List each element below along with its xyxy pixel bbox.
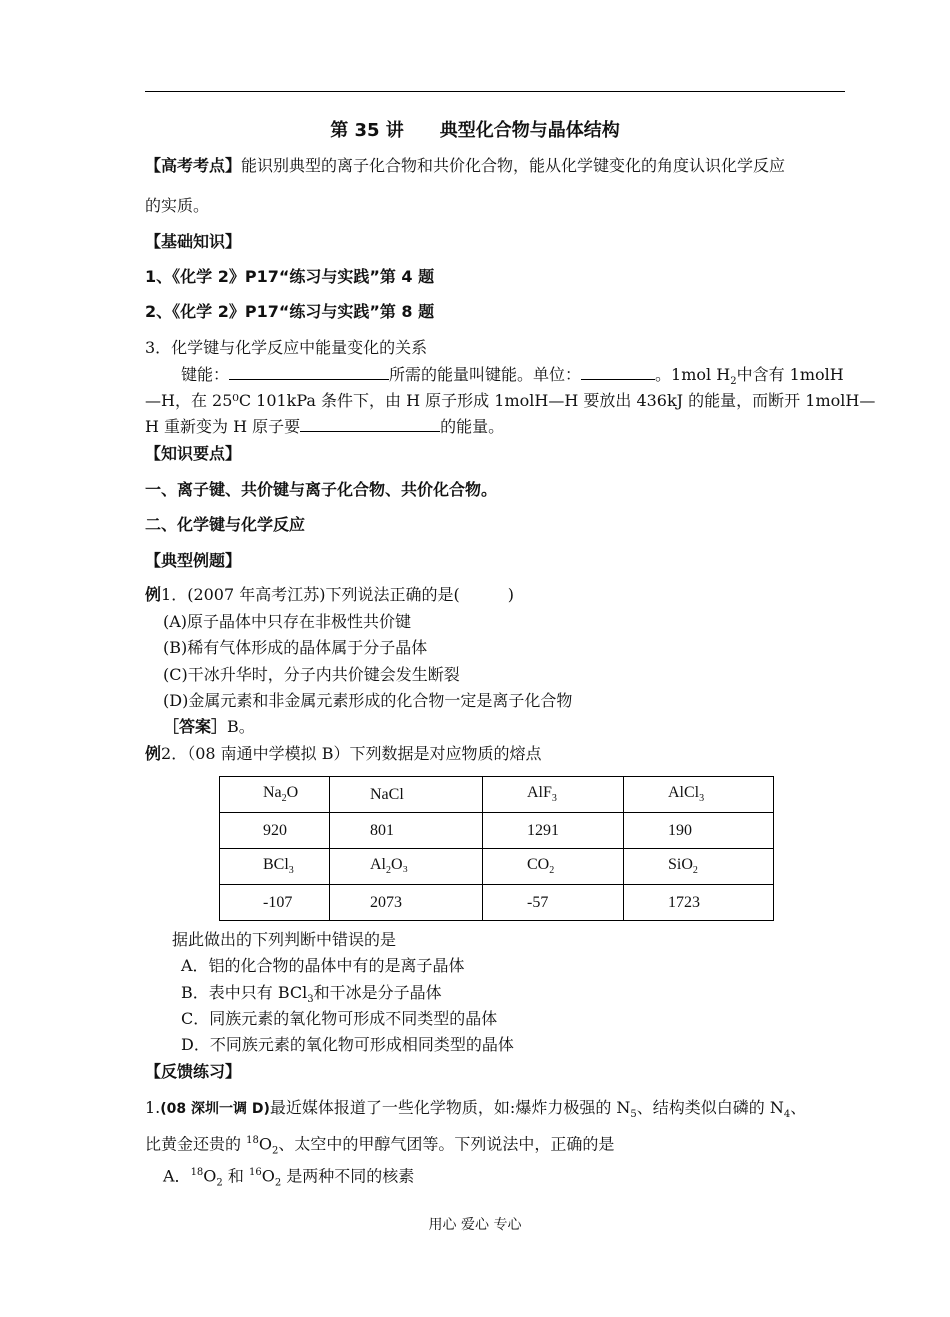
break-energy-blank[interactable] [300, 417, 440, 432]
example-2-stem [145, 743, 542, 765]
cell-text: Na [263, 784, 282, 802]
example-1-option-a: (A)原子晶体中只存在非极性共价键 [163, 612, 412, 631]
option-b-text-2: 和干冰是分子晶体 [313, 983, 442, 1002]
table-row [220, 813, 774, 849]
example-1-text: 1．(2007 年高考江苏)下列说法正确的是( ) [161, 585, 514, 604]
q1-text-3: 、 [790, 1098, 807, 1117]
bond-energy-line-3 [145, 416, 504, 438]
answer-label: ［答案］ [163, 717, 228, 736]
lecture-topic: 典型化合物与晶体结构 [439, 120, 620, 141]
basics-item-1: 1、《化学 2》P17“练习与实践”第 4 题 [145, 267, 435, 286]
fa-label: A． [163, 1166, 191, 1186]
cell-text: 1723 [668, 893, 700, 911]
cell-subscript: 2 [386, 865, 391, 877]
fa-sub2: 2 [274, 1177, 282, 1189]
table-row [220, 777, 774, 813]
cell-subscript: 3 [288, 865, 294, 877]
table-cell [624, 849, 774, 885]
table-cell [330, 813, 483, 849]
lecture-number: 第 35 讲 [330, 120, 404, 141]
cell-text: BCl [263, 856, 289, 874]
cell-subscript: 2 [549, 865, 555, 877]
bond-energy-label: 键能： [181, 365, 230, 384]
q1-text-2: 、结构类似白磷的 N [636, 1098, 784, 1117]
exam-points-label: 【高考考点】 [145, 156, 242, 175]
example-2-label: 例 [145, 744, 162, 763]
table-cell [624, 813, 774, 849]
q1-line2-c: 、太空中的甲醇气团等。下列说法中，正确的是 [278, 1134, 615, 1154]
answer-value: B。 [227, 717, 255, 736]
example-2-text: 2．（08 南通中学模拟 B）下列数据是对应物质的熔点 [161, 744, 542, 763]
table-cell [220, 777, 330, 813]
key-point-1: 一、离子键、共价键与离子化合物、共价化合物。 [145, 480, 498, 499]
example-1-label: 例 [145, 585, 162, 604]
examples-heading: 【典型例题】 [145, 551, 242, 570]
cell-text: 801 [370, 821, 394, 839]
example-1-option-d: (D)金属元素和非金属元素形成的化合物一定是离子化合物 [163, 691, 573, 710]
fa-o2: O [261, 1166, 275, 1186]
basics-item-2: 2、《化学 2》P17“练习与实践”第 8 题 [145, 302, 435, 321]
option-b-sub: 3 [307, 994, 314, 1006]
table-cell [483, 813, 624, 849]
feedback-q1-line1 [145, 1097, 806, 1126]
example-2-option-d: D．不同族元素的氧化物可形成相同类型的晶体 [181, 1035, 514, 1054]
table-cell [624, 885, 774, 921]
melting-point-table [219, 776, 774, 921]
q1-sub2: 2 [271, 1145, 279, 1157]
cell-subscript: 3 [551, 793, 557, 805]
bond-energy-tail2: 中含有 1molH [736, 365, 844, 384]
table-cell [220, 813, 330, 849]
bond-energy-line [181, 364, 844, 393]
feedback-q1-option-a [163, 1162, 414, 1195]
bond-energy-line-3b: 的能量。 [440, 417, 505, 436]
bond-energy-tail: 。1mol H [655, 365, 731, 384]
table-cell [624, 777, 774, 813]
cell-subscript: 2 [281, 793, 287, 805]
h2-subscript: 2 [730, 376, 737, 388]
table-cell [483, 777, 624, 813]
q1-source: (08 深圳一调 D) [160, 1101, 270, 1117]
table-cell [483, 885, 624, 921]
cell-text: AlCl [668, 784, 700, 802]
key-point-2: 二、化学键与化学反应 [145, 515, 306, 534]
table-cell [220, 849, 330, 885]
example-2-question: 据此做出的下列判断中错误的是 [172, 930, 397, 949]
example-1-answer [163, 716, 255, 738]
q1-number: 1. [145, 1098, 161, 1117]
q1-line2-o: O [258, 1134, 272, 1154]
example-1-option-c: (C)干冰升华时，分子内共价键会发生断裂 [163, 665, 460, 684]
q1-n4-sub: 4 [783, 1109, 791, 1121]
exam-points-cont: 的实质。 [145, 196, 210, 215]
bond-energy-line-2: —H，在 25⁰C 101kPa 条件下，由 H 原子形成 1molH—H 要放出 436kJ 的能量，而断开 1molH— [145, 391, 876, 410]
cell-text: 190 [668, 821, 692, 839]
table-cell [330, 849, 483, 885]
q1-text: 最近媒体报道了一些化学物质，如:爆炸力极强的 N [269, 1098, 631, 1117]
fa-text: 是两种不同的核素 [281, 1166, 415, 1186]
bond-energy-mid: 所需的能量叫键能。单位： [389, 365, 582, 384]
cell-text: AlF [527, 784, 552, 802]
table-row [220, 885, 774, 921]
cell-subscript: 3 [699, 793, 705, 805]
exam-points [145, 155, 785, 177]
table-cell [330, 885, 483, 921]
cell-text-rest: O [286, 784, 299, 802]
table-cell [483, 849, 624, 885]
key-points-heading: 【知识要点】 [145, 444, 242, 463]
option-b-text: B．表中只有 BCl [181, 983, 308, 1002]
example-2-option-c: C．同族元素的氧化物可形成不同类型的晶体 [181, 1009, 498, 1028]
table-cell [220, 885, 330, 921]
cell-text: -107 [263, 893, 293, 911]
example-2-option-a: A．铝的化合物的晶体中有的是离子晶体 [181, 956, 465, 975]
header-rule [145, 91, 845, 92]
feedback-heading: 【反馈练习】 [145, 1062, 242, 1081]
cell-text: NaCl [370, 785, 404, 803]
q1-n5-sub: 5 [630, 1109, 637, 1121]
fa-sup16: 16 [248, 1167, 262, 1178]
fa-and: 和 [222, 1166, 249, 1186]
page-footer: 用心 爱心 专心 [428, 1217, 522, 1233]
cell-subscript: 2 [692, 865, 698, 877]
feedback-q1-line2 [145, 1130, 614, 1163]
cell-text: Al [370, 856, 386, 874]
basics-heading: 【基础知识】 [145, 232, 242, 251]
exam-points-text: 能识别典型的离子化合物和共价化合物，能从化学键变化的角度认识化学反应 [241, 156, 786, 175]
fa-o1: O [203, 1166, 217, 1186]
example-2-option-b [181, 982, 442, 1011]
cell-text: -57 [527, 893, 549, 911]
table-row [220, 849, 774, 885]
cell-text: 2073 [370, 893, 402, 911]
basics-item-3: 3．化学键与化学反应中能量变化的关系 [145, 338, 428, 357]
cell-text: 1291 [527, 821, 559, 839]
cell-text: SiO [668, 856, 693, 874]
cell-text: CO [527, 856, 550, 874]
fa-sub1: 2 [216, 1177, 223, 1189]
example-1-option-b: (B)稀有气体形成的晶体属于分子晶体 [163, 638, 428, 657]
cell-text-rest: O₃ [391, 856, 409, 874]
bond-energy-blank[interactable] [229, 365, 389, 380]
page-title [0, 116, 950, 142]
fa-sup18: 18 [190, 1167, 204, 1178]
q1-sup18: 18 [246, 1135, 259, 1146]
table-cell [330, 777, 483, 813]
bond-energy-line-3a: H 重新变为 H 原子要 [145, 417, 301, 436]
cell-text: 920 [263, 821, 287, 839]
q1-line2-a: 比黄金还贵的 [145, 1134, 247, 1154]
example-1-stem [145, 584, 514, 606]
unit-blank[interactable] [581, 365, 655, 380]
